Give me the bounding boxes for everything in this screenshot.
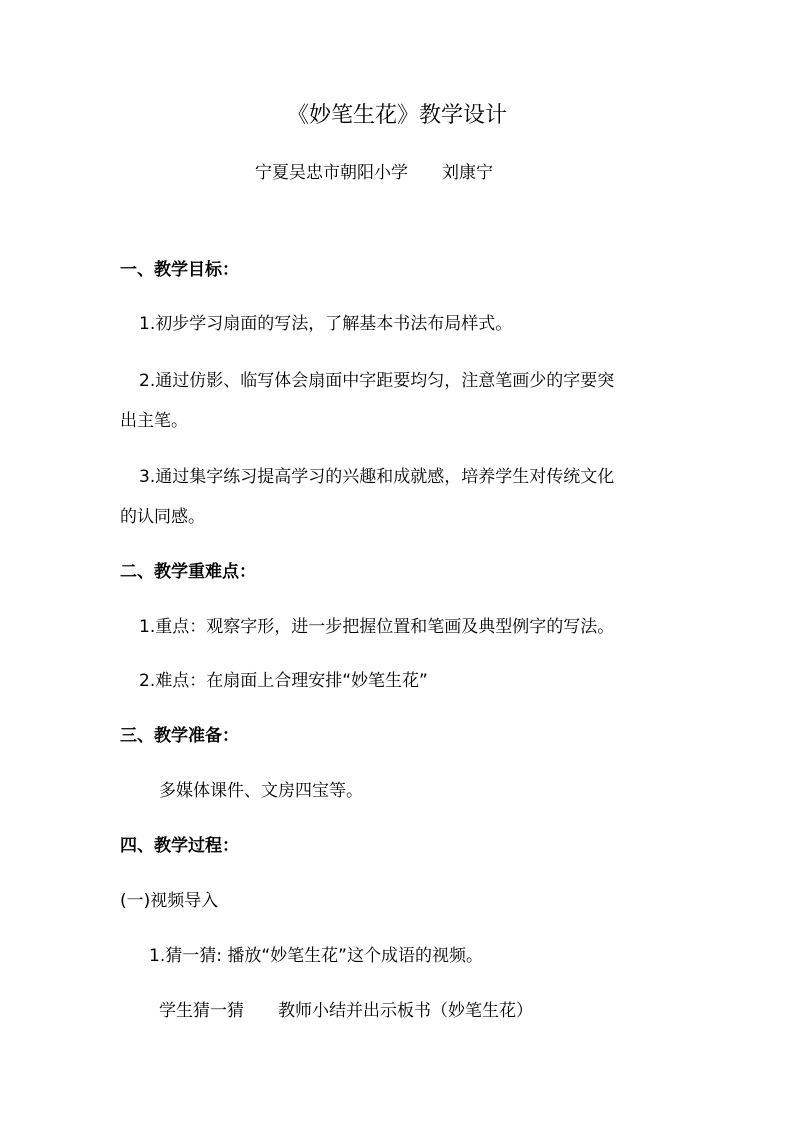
objective-item-1: 1.初步学习扇面的写法，了解基本书法布局样式。 [139,314,513,334]
section-heading-preparation: 三、教学准备： [120,726,239,746]
document-title: 《妙笔生花》教学设计 [286,103,507,128]
preparation-text: 多媒体课件、文房四宝等。 [159,781,363,801]
key-point-item-2: 2.难点：在扇面上合理安排“妙笔生花” [139,671,428,691]
section-heading-objectives: 一、教学目标： [120,260,239,280]
objective-item-2-line-1: 2.通过仿影、临写体会扇面中字距要均匀，注意笔画少的字要突 [139,371,615,391]
process-step-1: 1.猜一猜: 播放“妙笔生花”这个成语的视频。 [149,946,483,966]
objective-item-3-line-2: 的认同感。 [120,507,205,527]
objective-item-3-line-1: 3.通过集字练习提高学习的兴趣和成就感，培养学生对传统文化 [139,467,615,487]
key-point-item-1: 1.重点：观察字形，进一步把握位置和笔画及典型例字的写法。 [139,617,615,637]
process-step-1-note: 学生猜一猜 教师小结并出示板书（妙笔生花） [159,1001,533,1021]
section-heading-process: 四、教学过程： [120,836,239,856]
process-subsection-1: (一)视频导入 [120,891,219,911]
section-heading-key-points: 二、教学重难点： [120,562,256,582]
author-line: 宁夏吴忠市朝阳小学 刘康宁 [255,163,493,183]
objective-item-2-line-2: 出主笔。 [120,411,188,431]
